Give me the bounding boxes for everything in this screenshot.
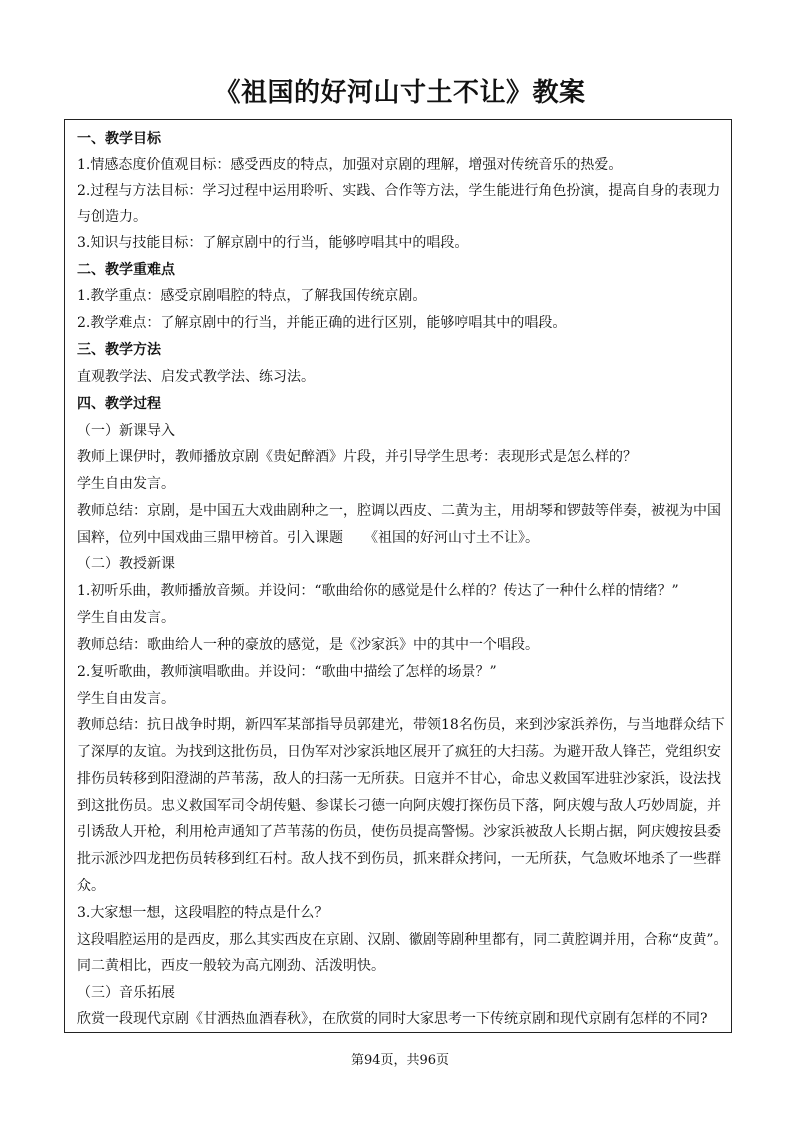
subsection-heading: （一）新课导入	[77, 423, 175, 439]
text-line: 3.大家想一想，这段唱腔的特点是什么？	[77, 905, 329, 921]
text-line: 欣赏一段现代京剧《甘洒热血酒春秋》，在欣赏的同时大家思考一下传统京剧和现代京剧有怎样的不同?	[77, 1011, 708, 1027]
text-line: 3.知识与技能目标：了解京剧中的行当，能够哼唱其中的唱段。	[77, 235, 469, 251]
document-title: 《祖国的好河山寸土不让》教案	[214, 78, 586, 108]
text-line: 众。	[77, 878, 105, 894]
text-line: 教师总结：京剧，是中国五大戏曲剧种之一，腔调以西皮、二黄为主，用胡琴和锣鼓等伴奏，被视为中国	[77, 503, 721, 519]
text-line: 这段唱腔运用的是西皮，那么其实西皮在京剧、汉剧、徽剧等剧种里都有，同二黄腔调并用，合称“皮黄”。	[77, 932, 728, 948]
text-line: 1.初听乐曲，教师播放音频。并设问：“歌曲给你的感觉是什么样的？传达了一种什么样的情绪？”	[77, 583, 679, 599]
text-line: 教师总结：抗日战争时期，新四军某部指导员郭建光，带领18名伤员，来到沙家浜养伤，与当地群众结下	[77, 717, 725, 733]
text-line: 批示派沙四龙把伤员转移到红石村。敌人找不到伤员，抓来群众拷问，一无所获，气急败坏地杀了一些群	[77, 851, 721, 867]
text-line: 2.教学难点：了解京剧中的行当，并能正确的进行区别，能够哼唱其中的唱段。	[77, 315, 567, 331]
section-heading: 四、教学过程	[77, 396, 161, 412]
section-heading: 二、教学重难点	[77, 262, 175, 278]
text-line: 2.复听歌曲，教师演唱歌曲。并设问：“歌曲中描绘了怎样的场景？”	[77, 664, 497, 680]
text-line: 了深厚的友谊。为找到这批伤员，日伪军对沙家浜地区展开了疯狂的大扫荡。为避开敌人锋芒，党组织安	[77, 744, 721, 760]
text-line: 到这批伤员。忠义救国军司令胡传魁、参谋长刁德一向阿庆嫂打探伤员下落，阿庆嫂与敌人巧妙周旋，并	[77, 798, 721, 814]
text-line: 学生自由发言。	[77, 476, 175, 492]
text-line: 1.教学重点：感受京剧唱腔的特点，了解我国传统京剧。	[77, 288, 427, 304]
text-line: 2.过程与方法目标：学习过程中运用聆听、实践、合作等方法，学生能进行角色扮演，提高自身的表现力	[77, 183, 721, 199]
text-line: 与创造力。	[77, 209, 147, 225]
subsection-heading: （三）音乐拓展	[77, 985, 175, 1001]
text-line: 教师上课伊时，教师播放京剧《贵妃醉酒》片段，并引导学生思考：表现形式是怎么样的？	[77, 449, 637, 465]
subsection-heading: （二）教授新课	[77, 556, 175, 572]
text-line: 直观教学法、启发式教学法、练习法。	[77, 369, 315, 385]
text-line: 学生自由发言。	[77, 691, 175, 707]
text-line: 同二黄相比，西皮一般较为高亢刚劲、活泼明快。	[77, 958, 385, 974]
text-line: 排伤员转移到阳澄湖的芦苇荡，敌人的扫荡一无所获。日寇并不甘心，命忠义救国军进驻沙家浜，设法找	[77, 771, 721, 787]
section-heading: 一、教学目标	[77, 131, 161, 147]
text-line: 引诱敌人开枪，利用枪声通知了芦苇荡的伤员，使伤员提高警惕。沙家浜被敌人长期占据，阿庆嫂按县委	[77, 824, 721, 840]
text-line: 1.情感态度价值观目标：感受西皮的特点，加强对京剧的理解，增强对传统音乐的热爱。	[77, 157, 623, 173]
text-line: 教师总结：歌曲给人一种的豪放的感觉，是《沙家浜》中的其中一个唱段。	[77, 637, 539, 653]
section-heading: 三、教学方法	[77, 342, 161, 358]
text-line: 学生自由发言。	[77, 610, 175, 626]
page-number: 第94页，共96页	[350, 1053, 450, 1068]
text-line: 国粹，位列中国戏曲三鼎甲榜首。引入课题 《祖国的好河山寸土不让》。	[77, 530, 539, 546]
